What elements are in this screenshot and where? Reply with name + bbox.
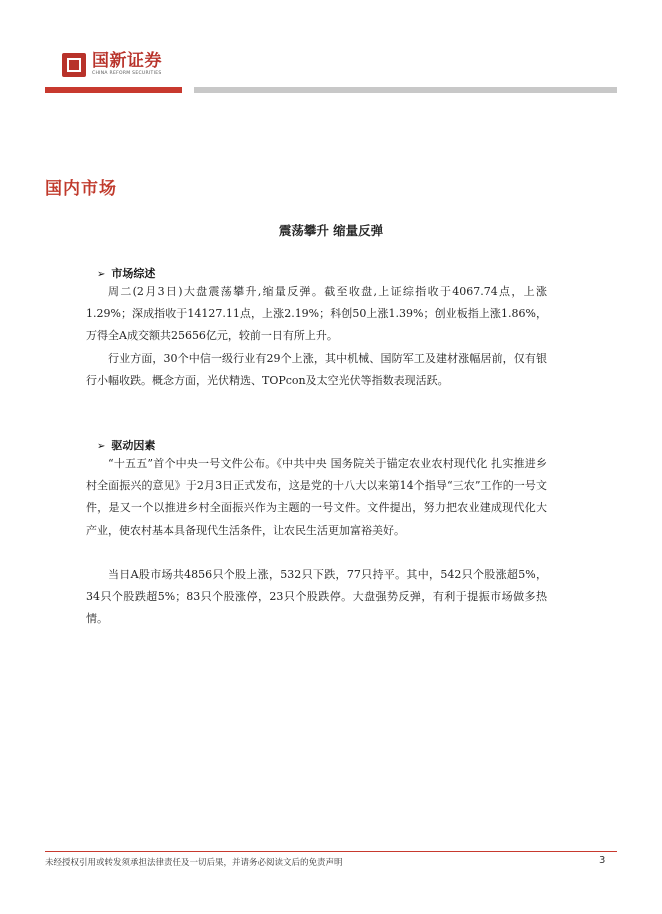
- logo-text: [92, 53, 162, 77]
- market-overview-paragraph-2: 行业方面，30个中信一级行业有29个上涨，其中机械、国防军工及建材涨幅居前，仅有银行小幅收跌。概念方面，光伏精选、TOPcon及太空光伏等指数表现活跃。: [86, 352, 547, 388]
- drivers-paragraph-2: 当日A股市场共4856只个股上涨，532只下跌，77只持平。其中，542只个股涨超5%，34只个股跌超5%；83只个股涨停，23只个股跌停。大盘强势反弹，有利于提振市场做多热情。: [86, 568, 547, 626]
- market-overview-heading: [97, 265, 155, 281]
- footer-disclaimer: 未经授权引用或转发须承担法律责任及一切后果，并请务必阅读文后的免责声明: [45, 858, 343, 868]
- arrow-bullet-icon: ➢: [97, 441, 106, 452]
- logo-english-name: CHINA REFORM SECURITIES: [92, 71, 162, 77]
- market-overview-heading-text: 市场综述: [111, 267, 156, 280]
- company-logo: [62, 50, 162, 80]
- drivers-paragraph-1: “十五五”首个中央一号文件公布。《中共中央 国务院关于锚定农业农村现代化 扎实推进乡村全面振兴的意见》于2月3日正式发布，这是党的十八大以来第14个指导“三农”工作的一号文件，是又一个以推进乡村全面振兴作为主题的一号文件。文件提出，努力把农业建成现代化大产业，使农村基本具备现代生活条件，让农民生活更加富裕美好。: [86, 457, 547, 537]
- footer-rule: [45, 851, 617, 852]
- logo-mark-icon: [62, 53, 86, 77]
- header-rule-accent: [45, 87, 182, 93]
- page-number: 3: [599, 855, 606, 866]
- logo-chinese-name: 国新证券: [92, 51, 162, 72]
- article-title: 震荡攀升 缩量反弹: [278, 223, 384, 238]
- drivers-heading: [97, 437, 155, 453]
- section-title: 国内市场: [45, 179, 117, 199]
- header-rule: [194, 87, 617, 93]
- drivers-heading-text: 驱动因素: [111, 439, 156, 452]
- arrow-bullet-icon: ➢: [97, 269, 106, 280]
- market-overview-paragraph-1: 周二(2月3日)大盘震荡攀升,缩量反弹。截至收盘,上证综指收于4067.74点，上涨1.29%；深成指收于14127.11点，上涨2.19%；科创50上涨1.39%；创业板指上涨1.86%，万得全A成交额共25656亿元，较前一日有所上升。: [86, 285, 547, 343]
